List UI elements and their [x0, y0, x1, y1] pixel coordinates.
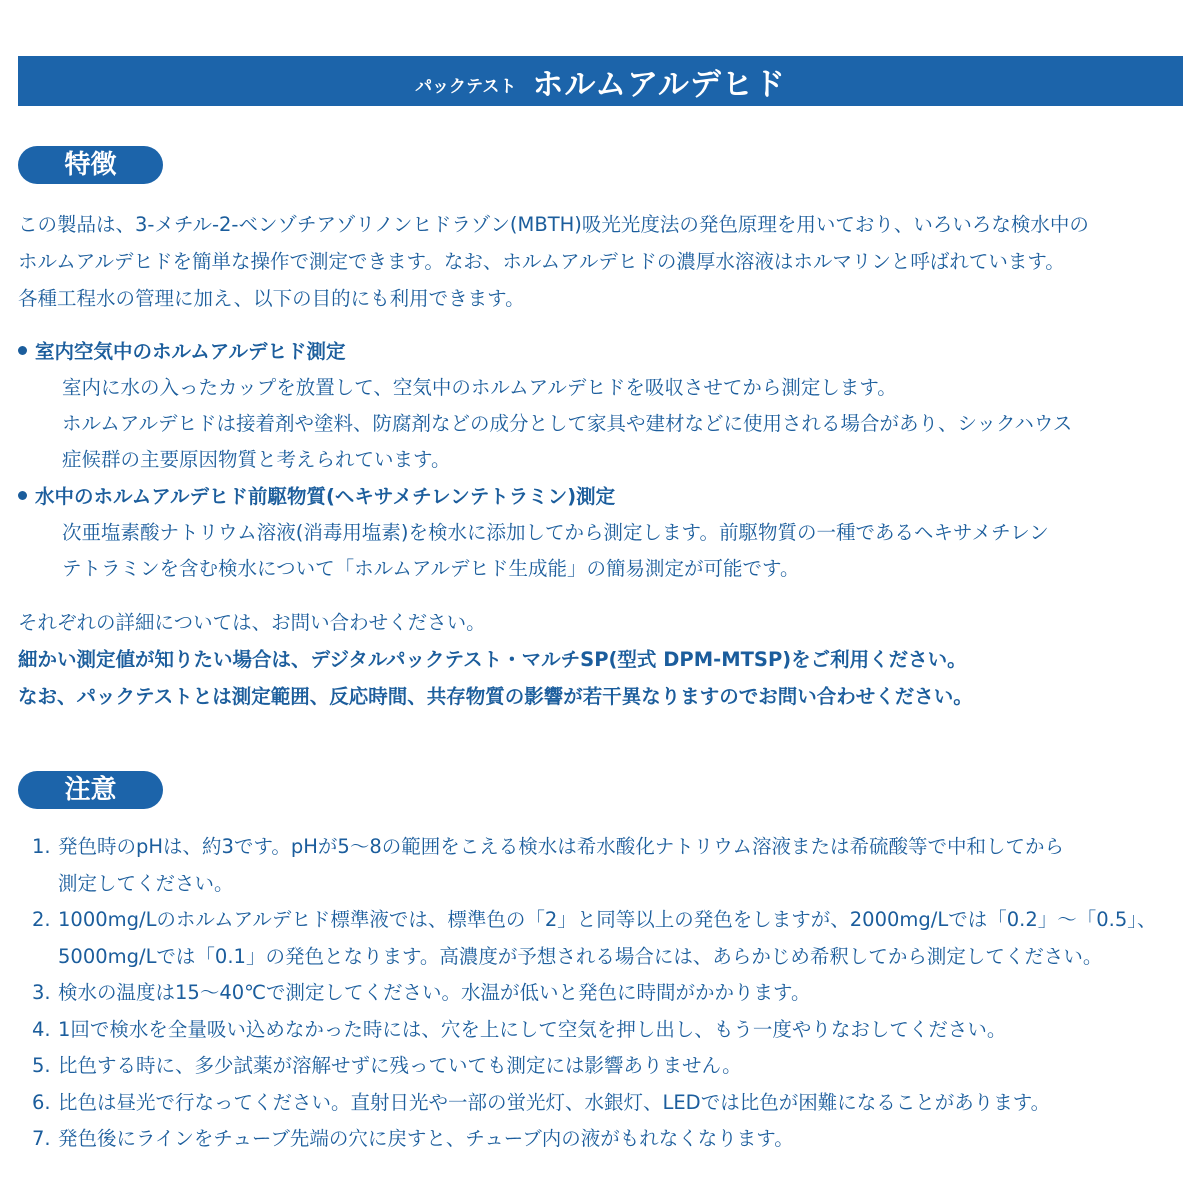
notes-list — [32, 829, 1192, 1158]
note-item — [32, 1012, 1192, 1049]
bullet-line: 症候群の主要原因物質と考えられています。 — [62, 448, 451, 471]
bullet-heading — [18, 479, 1188, 515]
bullet-dot-icon — [18, 491, 27, 500]
bullet-line: テトラミンを含む検水について「ホルムアルデヒド生成能」の簡易測定が可能です。 — [62, 557, 800, 580]
note-number: 3. — [32, 981, 51, 1004]
note-line: 発色後にラインをチューブ先端の穴に戻すと、チューブ内の液がもれなくなります。 — [58, 1127, 794, 1150]
features-heading: 特徴 — [18, 146, 163, 184]
features-intro — [18, 206, 1188, 317]
note-line: 1回で検水を全量吸い込めなかった時には、穴を上にして空気を押し出し、もう一度やりなおしてください。 — [58, 1017, 1007, 1041]
note-number: 2. — [32, 908, 51, 931]
page-title: ホルムアルデヒド — [532, 66, 786, 103]
bullet-heading — [18, 334, 1188, 370]
note-line: 5000mg/Lでは「0.1」の発色となります。高濃度が予想される場合には、あらかじめ希釈してから測定してください。 — [58, 944, 1103, 968]
note-number: 1. — [32, 835, 51, 858]
intro-line: 各種工程水の管理に加え、以下の目的にも利用できます。 — [18, 287, 525, 310]
bullet-dot-icon — [18, 346, 27, 355]
note-item — [32, 902, 1192, 975]
intro-line: ホルムアルデヒドを簡単な操作で測定できます。なお、ホルムアルデヒドの濃厚水溶液はホルマリンと呼ばれています。 — [18, 250, 1065, 273]
bullet-line: 次亜塩素酸ナトリウム溶液(消毒用塩素)を検水に添加してから測定します。前駆物質の一種であるヘキサメチレン — [62, 521, 1049, 544]
note-number: 4. — [32, 1017, 51, 1041]
intro-line: この製品は、3-メチル-2-ベンゾチアゾリノンヒドラゾン(MBTH)吸光光度法の発色原理を用いており、いろいろな検水中の — [18, 213, 1089, 236]
closing-line: それぞれの詳細については、お問い合わせください。 — [18, 611, 486, 634]
bullet-line: ホルムアルデヒドは接着剤や塗料、防腐剤などの成分として家具や建材などに使用される場合があり、シックハウス — [62, 412, 1073, 435]
features-closing — [18, 604, 1188, 715]
closing-line-bold: なお、パックテストとは測定範囲、反応時間、共存物質の影響が若干異なりますのでお問い合わせください。 — [18, 685, 973, 708]
title-banner — [18, 56, 1183, 106]
note-number: 5. — [32, 1054, 51, 1077]
bullet-title: 室内空気中のホルムアルデヒド測定 — [35, 340, 346, 363]
title-prefix: パックテスト — [415, 76, 517, 97]
note-line: 発色時のpHは、約3です。pHが5〜8の範囲をこえる検水は希水酸化ナトリウム溶液または希硫酸等で中和してから — [58, 835, 1065, 858]
note-item — [32, 1121, 1192, 1158]
note-line: 比色する時に、多少試薬が溶解せずに残っていても測定には影響ありません。 — [58, 1054, 742, 1077]
bullet-precursor — [18, 479, 1188, 587]
note-item — [32, 975, 1192, 1012]
note-line: 検水の温度は15〜40℃で測定してください。水温が低いと発色に時間がかかります。 — [58, 981, 811, 1004]
note-number: 6. — [32, 1090, 51, 1114]
notes-heading: 注意 — [18, 771, 163, 809]
note-line: 1000mg/Lのホルムアルデヒド標準液では、標準色の「2」と同等以上の発色をしますが、2000mg/Lでは「0.2」〜「0.5」、 — [58, 908, 1157, 931]
note-item — [32, 1048, 1192, 1085]
closing-line-bold: 細かい測定値が知りたい場合は、デジタルパックテスト・マルチSP(型式 DPM-MTSP)をご利用ください。 — [18, 648, 967, 671]
note-item — [32, 1085, 1192, 1122]
note-number: 7. — [32, 1127, 51, 1150]
bullet-title: 水中のホルムアルデヒド前駆物質(ヘキサメチレンテトラミン)測定 — [35, 485, 616, 508]
bullet-indoor-air — [18, 334, 1188, 478]
note-item — [32, 829, 1192, 902]
bullet-line: 室内に水の入ったカップを放置して、空気中のホルムアルデヒドを吸収させてから測定します。 — [62, 376, 897, 399]
note-line: 比色は昼光で行なってください。直射日光や一部の蛍光灯、水銀灯、LEDでは比色が困難になることがあります。 — [58, 1090, 1051, 1114]
note-line: 測定してください。 — [58, 871, 234, 895]
